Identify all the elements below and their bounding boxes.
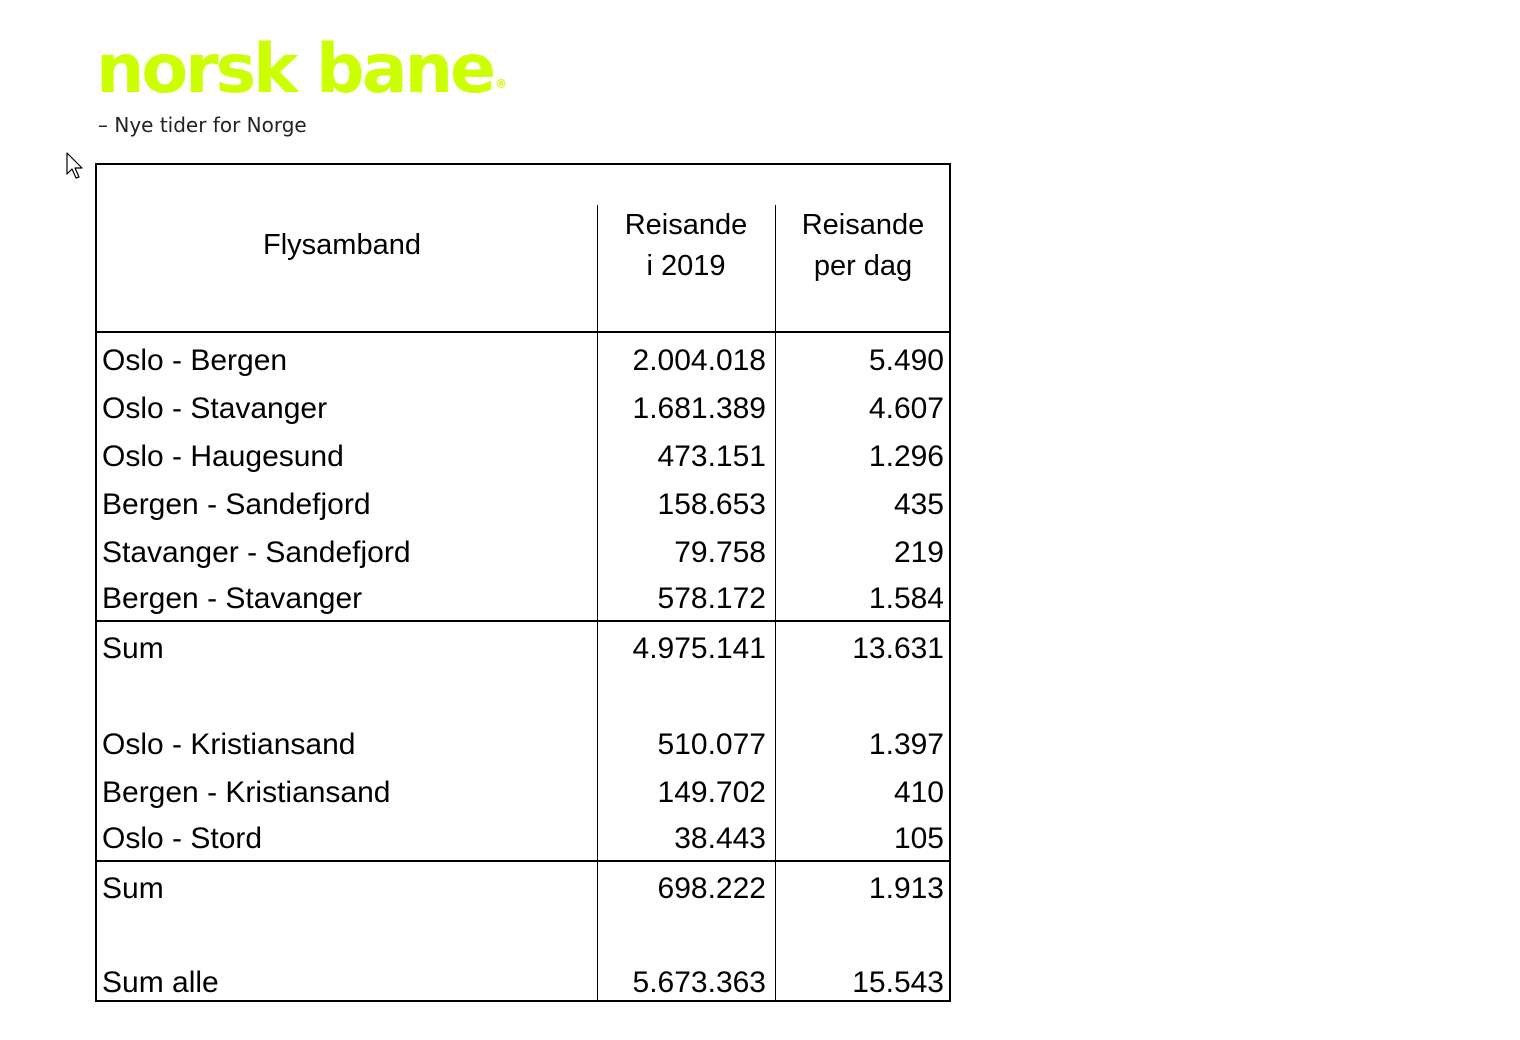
column-divider: [597, 205, 598, 1000]
per-day-cell: 5.490: [868, 344, 944, 377]
registered-mark: ®: [495, 77, 508, 91]
per-day-cell: 105: [893, 822, 944, 855]
route-cell: Stavanger - Sandefjord: [102, 536, 411, 569]
route-cell: Oslo - Kristiansand: [102, 728, 356, 761]
logo-text: norsk bane: [96, 30, 494, 109]
route-cell: Oslo - Stavanger: [102, 392, 328, 425]
per-day-cell: 1.296: [868, 440, 944, 473]
route-cell: Sum: [102, 872, 164, 905]
subtotal-divider: [97, 860, 949, 862]
travellers-2019-cell: 4.975.141: [632, 632, 766, 665]
route-cell: Bergen - Kristiansand: [102, 776, 391, 809]
header-divider: [97, 331, 949, 333]
travellers-2019-cell: 2.004.018: [632, 344, 766, 377]
per-day-cell: 1.584: [868, 582, 944, 615]
mouse-pointer-icon: [66, 152, 84, 180]
route-cell: Oslo - Bergen: [102, 344, 288, 377]
route-cell: Oslo - Stord: [102, 822, 263, 855]
route-cell: Sum: [102, 632, 164, 665]
column-divider: [775, 205, 776, 1000]
per-day-cell: 1.397: [868, 728, 944, 761]
travellers-2019-cell: 158.653: [657, 488, 766, 521]
per-day-cell: 219: [893, 536, 944, 569]
route-cell: Sum alle: [102, 966, 219, 999]
travellers-2019-cell: 698.222: [657, 872, 766, 905]
route-cell: Bergen - Sandefjord: [102, 488, 371, 521]
norsk-bane-logo: [96, 30, 507, 110]
travellers-2019-cell: 38.443: [674, 822, 766, 855]
travellers-2019-cell: 5.673.363: [632, 966, 766, 999]
route-cell: Oslo - Haugesund: [102, 440, 344, 473]
travellers-2019-cell: 473.151: [657, 440, 766, 473]
travellers-2019-cell: 149.702: [657, 776, 766, 809]
travellers-2019-cell: 1.681.389: [632, 392, 766, 425]
travellers-2019-cell: 510.077: [657, 728, 766, 761]
per-day-cell: 435: [893, 488, 944, 521]
per-day-cell: 13.631: [852, 632, 944, 665]
travellers-2019-cell: 79.758: [674, 536, 766, 569]
per-day-cell: 1.913: [868, 872, 944, 905]
route-cell: Bergen - Stavanger: [102, 582, 363, 615]
per-day-cell: 15.543: [852, 966, 944, 999]
subtotal-divider: [97, 620, 949, 622]
travellers-2019-cell: 578.172: [657, 582, 766, 615]
flight-routes-table: [95, 163, 951, 1002]
per-day-cell: 410: [893, 776, 944, 809]
header-route: Flysamband: [263, 229, 421, 261]
tagline: – Nye tider for Norge: [98, 113, 307, 137]
header-per-day: Reisande per dag: [801, 209, 925, 282]
header-travellers-2019: Reisande i 2019: [624, 209, 748, 282]
per-day-cell: 4.607: [868, 392, 944, 425]
